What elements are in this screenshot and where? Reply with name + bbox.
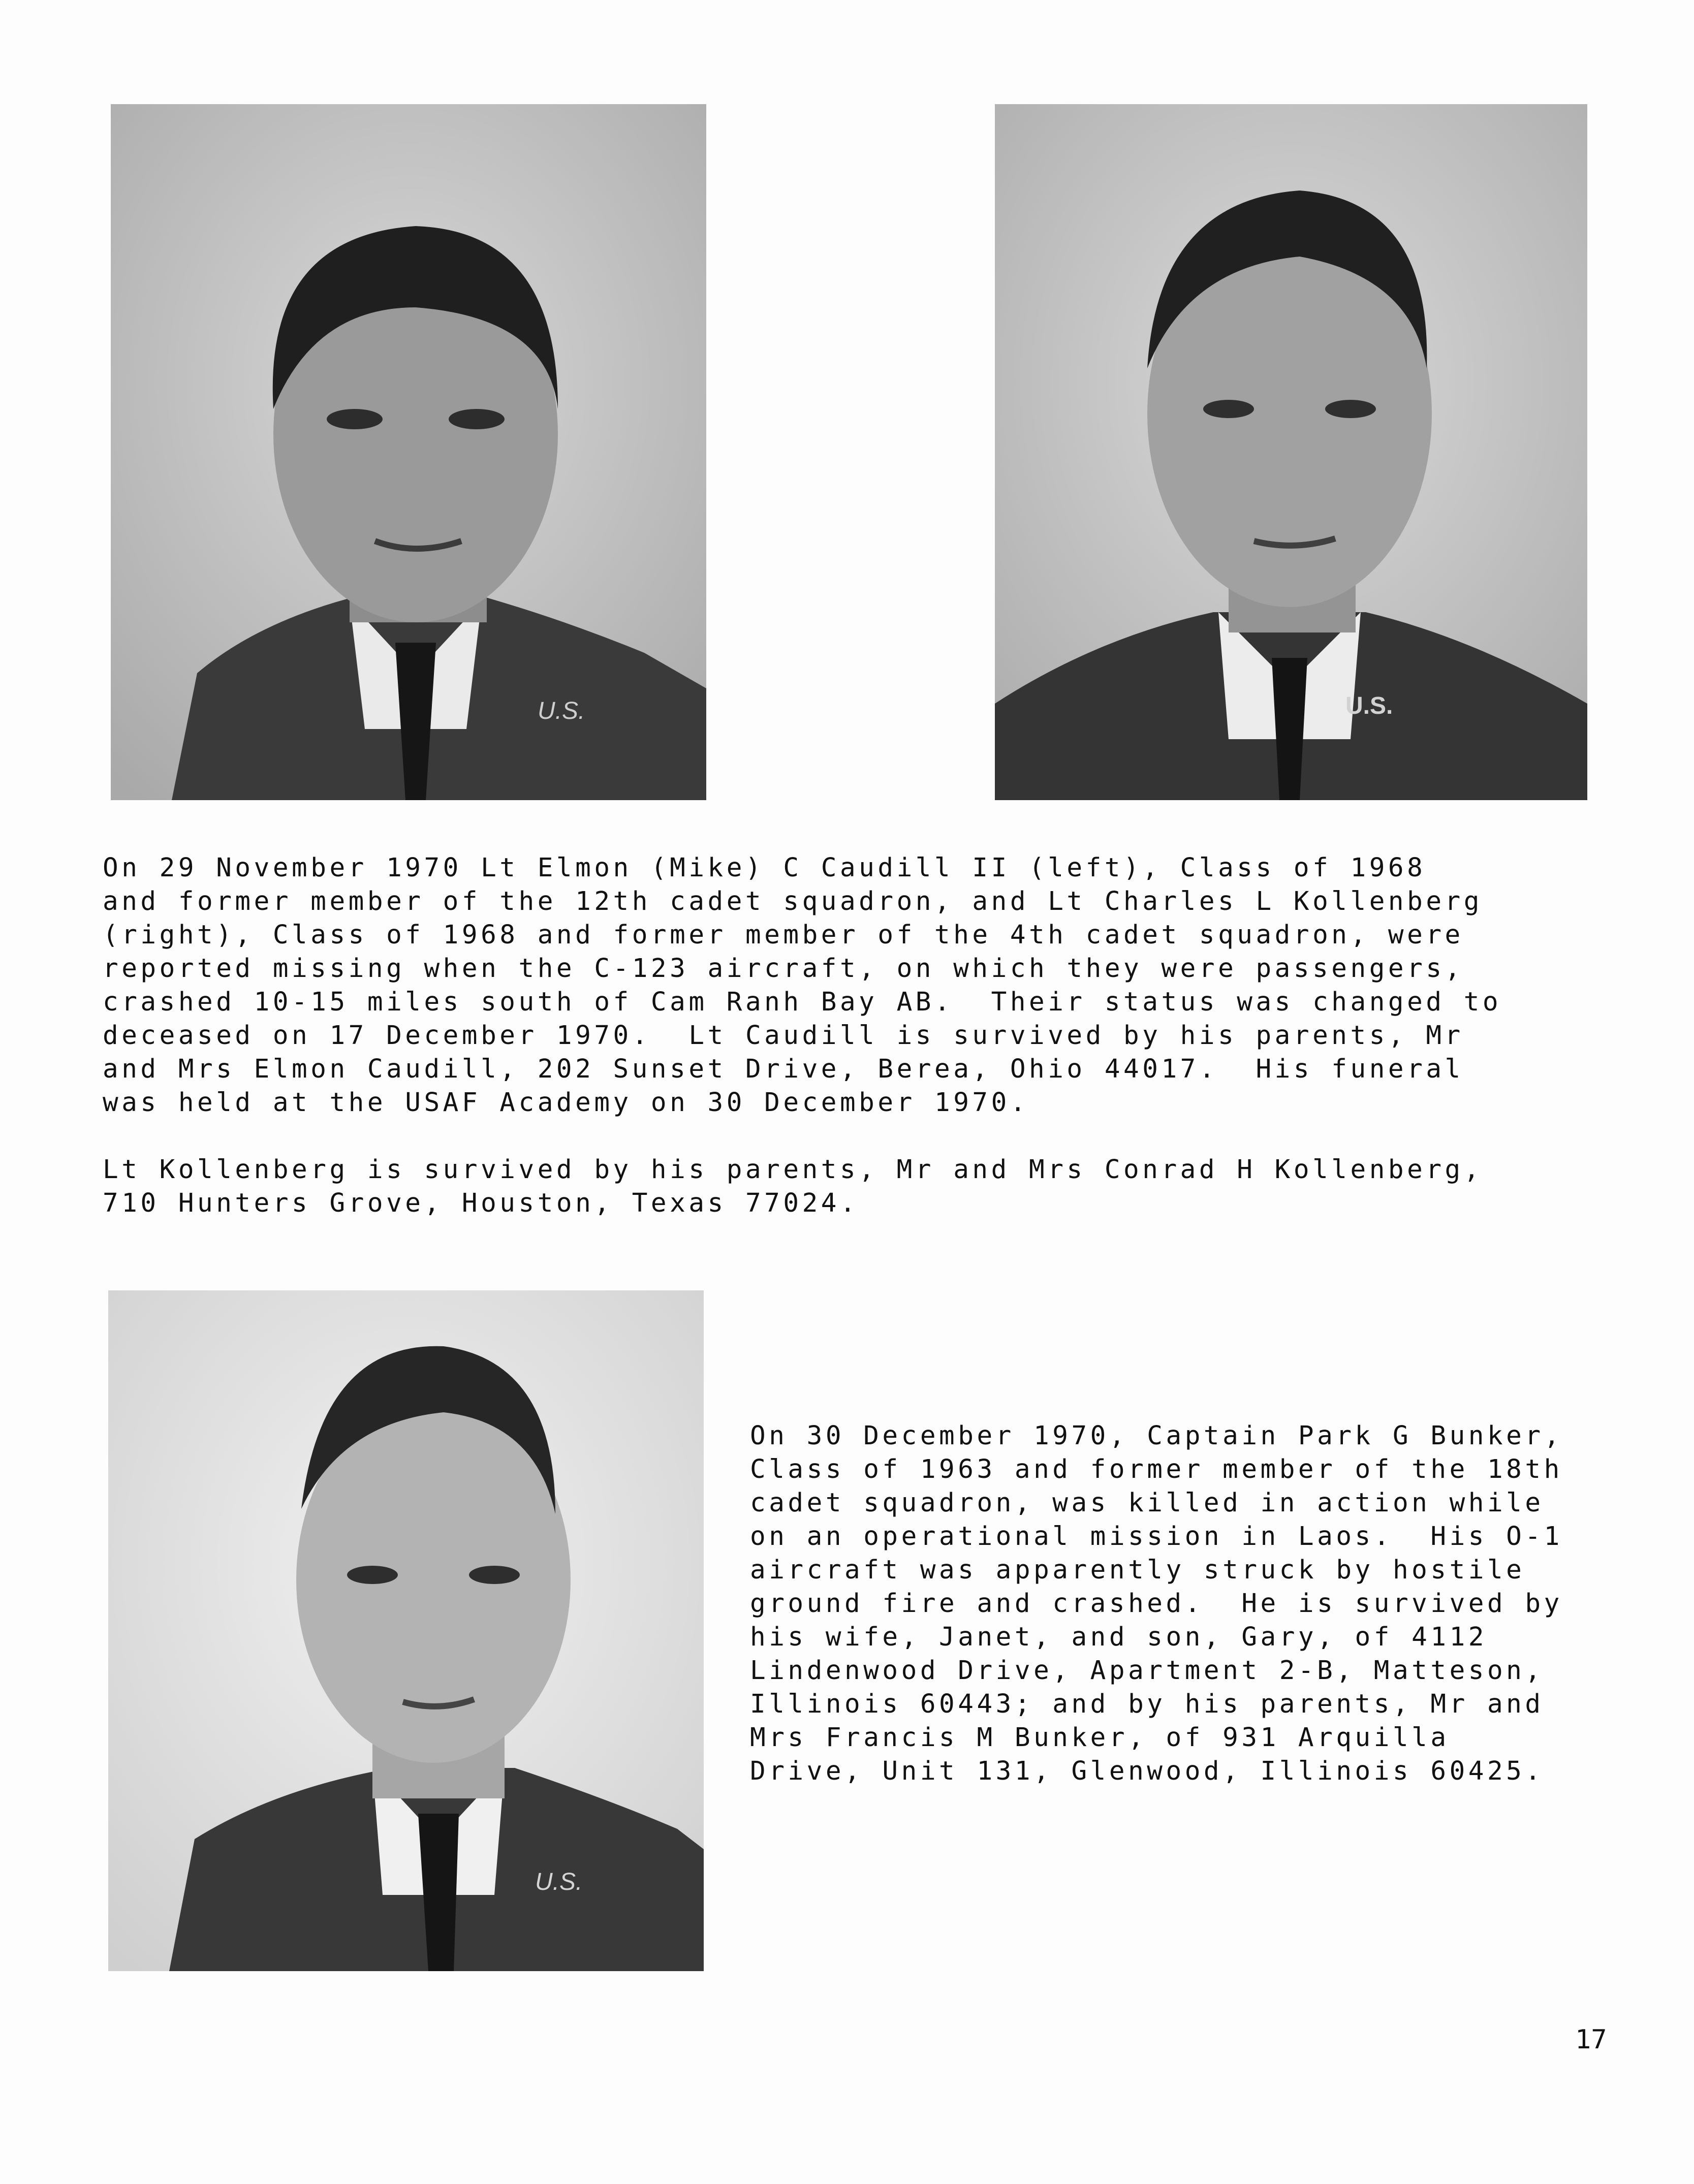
text-line: On 30 December 1970, Captain Park G Bunker, <box>750 1421 1563 1451</box>
text-line: 710 Hunters Grove, Houston, Texas 77024. <box>103 1188 859 1218</box>
text-line: was held at the USAF Academy on 30 December 1970. <box>103 1088 1029 1118</box>
text-line: aircraft was apparently struck by hostile <box>750 1555 1525 1585</box>
text-line: ground fire and crashed. He is survived by <box>750 1589 1563 1619</box>
text-line: Lt Kollenberg is survived by his parents, Mr and Mrs Conrad H Kollenberg, <box>103 1155 1483 1185</box>
body-paragraph-bunker <box>750 1419 1563 1788</box>
text-line: his wife, Janet, and son, Gary, of 4112 <box>750 1622 1487 1652</box>
text-line: crashed 10-15 miles south of Cam Ranh Bay AB. Their status was changed to <box>103 987 1502 1017</box>
text-line: on an operational mission in Laos. His O-1 <box>750 1522 1563 1552</box>
text-line: On 29 November 1970 Lt Elmon (Mike) C Caudill II (left), Class of 1968 <box>103 853 1426 883</box>
portrait-photo-kollenberg <box>995 104 1587 800</box>
portrait-photo-bunker <box>108 1290 704 1971</box>
text-line: deceased on 17 December 1970. Lt Caudill is survived by his parents, Mr <box>103 1021 1464 1051</box>
body-paragraph-caudill-kollenberg <box>103 851 1501 1220</box>
text-line: (right), Class of 1968 and former member of the 4th cadet squadron, were <box>103 920 1464 950</box>
svg-text:U.S.: U.S. <box>535 1869 583 1895</box>
page-number: 17 <box>1575 2024 1607 2055</box>
text-line: Mrs Francis M Bunker, of 931 Arquilla <box>750 1723 1450 1753</box>
text-line: Drive, Unit 131, Glenwood, Illinois 60425. <box>750 1756 1544 1786</box>
svg-text:U.S.: U.S. <box>538 698 585 724</box>
text-line: cadet squadron, was killed in action while <box>750 1488 1544 1518</box>
text-line: and former member of the 12th cadet squadron, and Lt Charles L Kollenberg <box>103 887 1483 916</box>
text-line: Class of 1963 and former member of the 18th <box>750 1454 1563 1484</box>
portrait-photo-caudill <box>111 104 706 800</box>
text-line: Lindenwood Drive, Apartment 2-B, Matteson, <box>750 1656 1544 1686</box>
text-line: reported missing when the C-123 aircraft, on which they were passengers, <box>103 954 1464 984</box>
text-line: Illinois 60443; and by his parents, Mr and <box>750 1689 1544 1719</box>
text-line: and Mrs Elmon Caudill, 202 Sunset Drive, Berea, Ohio 44017. His funeral <box>103 1054 1464 1084</box>
svg-text:U.S.: U.S. <box>1345 692 1393 719</box>
